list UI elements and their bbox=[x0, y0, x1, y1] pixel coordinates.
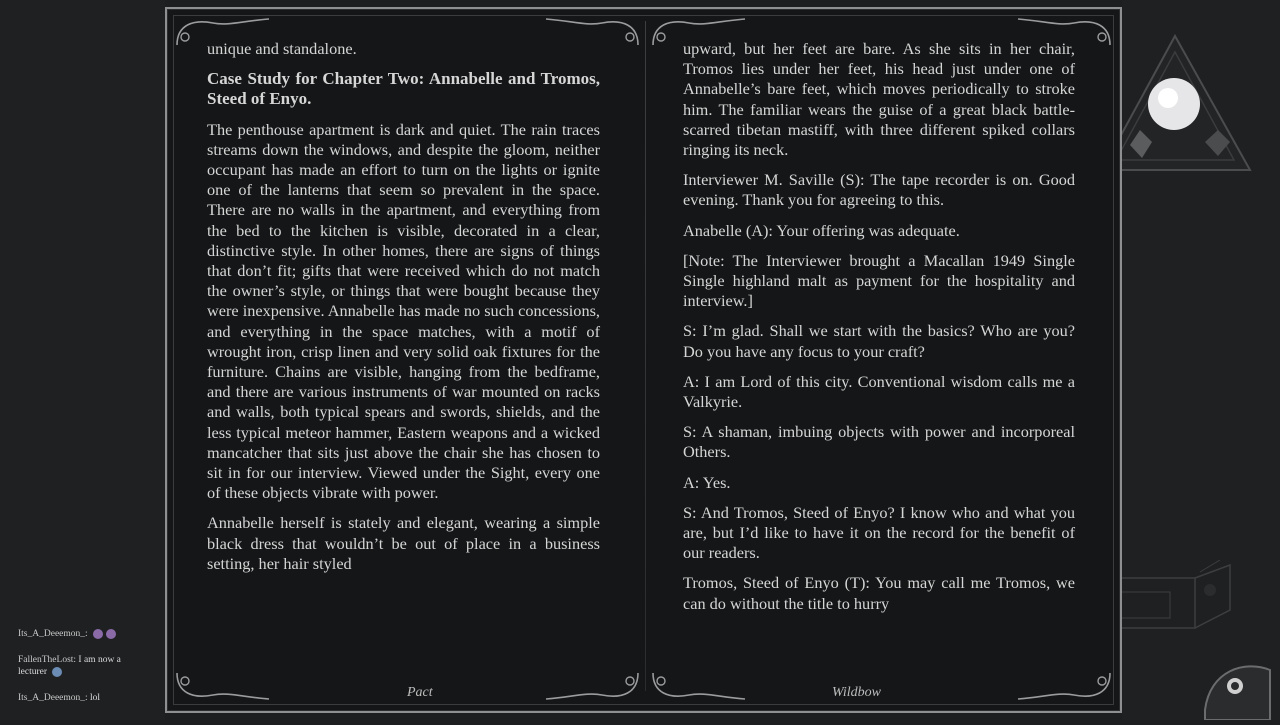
paragraph: Tromos, Steed of Enyo (T): You may call me Tromos, we can do without the title to hurry bbox=[683, 573, 1075, 613]
stream-overlay-left bbox=[0, 0, 165, 720]
corner-ornament-bottom-middle-right-icon bbox=[649, 669, 749, 703]
left-page-footer: Pact bbox=[407, 685, 433, 700]
book-spine bbox=[645, 21, 646, 691]
chat-username: Its_A_Deeemon_: bbox=[18, 629, 88, 639]
left-page bbox=[207, 39, 600, 584]
paragraph: A: Yes. bbox=[683, 472, 731, 492]
book-spread bbox=[165, 7, 1122, 713]
paragraph: A: I am Lord of this city. Conventional wisdom calls me a Valkyrie. bbox=[683, 371, 1075, 412]
case-study-heading: Case Study for Chapter Two: Annabelle and Tromos, Steed of Enyo. bbox=[207, 69, 600, 109]
paragraph: Interviewer M. Saville (S): The tape recorder is on. Good evening. Thank you for agreeing to this. bbox=[683, 170, 1075, 210]
right-page bbox=[683, 39, 1075, 624]
paragraph: The penthouse apartment is dark and quiet. The rain traces streams down the windows, and despite the gloom, neither occupant has made an effort to turn on the lights or ignite one of the lanterns that seem so prevalent in the space. There are no walls in the apartment, and everything from the bed to the kitchen is visible, decorated in a clear, distinctive style. In other homes, there are signs of things that don’t fit; gifts that were received which do not match the owner’s style, or things that were bought because they were inexpensive. Annabelle has made no such concessions, and everything in the space matches, with a motif of wrought iron, crisp linen and very solid oak fixtures for the furniture. Chains are visible, hanging from the bedframe, and there are various instruments of war mounted on racks and walls, both typical spears and swords, shields, and the less typical meteor hammer, Eastern weapons and a wicked mancatcher that sits just above the chair she has chosen to sit in for our interview. Viewed under the Sight, every one of these objects vibrate with power. bbox=[207, 119, 600, 503]
occult-triangle-emblem bbox=[1100, 30, 1260, 180]
chat-username: Its_A_Deeemon_: bbox=[18, 693, 88, 703]
paragraph: upward, but her feet are bare. As she sits in her chair, Tromos lies under her feet, his head just under one of Annabelle’s bare feet, which moves periodically to stroke him. The familiar wears the guise of a great black battle-scarred tibetan mastiff, with three different spiked collars ringing its neck. bbox=[683, 39, 1075, 160]
paragraph: Annabelle herself is stately and elegant, wearing a simple black dress that wouldn’t be out of place in a business setting, her hair styled bbox=[207, 513, 600, 573]
emote-icon bbox=[93, 629, 103, 639]
chat-message bbox=[18, 692, 100, 704]
paragraph: S: I’m glad. Shall we start with the basics? Who are you? Do you have any focus to your craft? bbox=[683, 321, 1075, 361]
chat-message bbox=[18, 654, 138, 678]
paragraph: S: And Tromos, Steed of Enyo? I know who and what you are, but I’d like to have it on the record for the benefit of our readers. bbox=[683, 502, 1075, 563]
right-page-footer: Wildbow bbox=[832, 685, 882, 700]
chat-message bbox=[18, 628, 116, 640]
corner-ornament-bottom-right-icon bbox=[1014, 669, 1114, 703]
paragraph: [Note: The Interviewer brought a Macallan 1949 Single Single highland malt as payment for the hospitality and interview.] bbox=[683, 250, 1075, 311]
corner-ornament-bottom-middle-left-icon bbox=[542, 669, 642, 703]
chat-text: lol bbox=[90, 693, 101, 703]
paragraph: unique and standalone. bbox=[207, 39, 357, 58]
chat-text: I am now a lecturer bbox=[18, 655, 121, 677]
emote-icon bbox=[106, 629, 116, 639]
paragraph: S: A shaman, imbuing objects with power and incorporeal Others. bbox=[683, 422, 1075, 462]
chat-username: FallenTheLost: bbox=[18, 655, 77, 665]
emote-icon bbox=[52, 667, 62, 677]
corner-ornament-bottom-left-icon bbox=[173, 669, 273, 703]
paragraph: Anabelle (A): Your offering was adequate. bbox=[683, 220, 960, 240]
sketch-desk-artwork bbox=[1095, 560, 1275, 720]
